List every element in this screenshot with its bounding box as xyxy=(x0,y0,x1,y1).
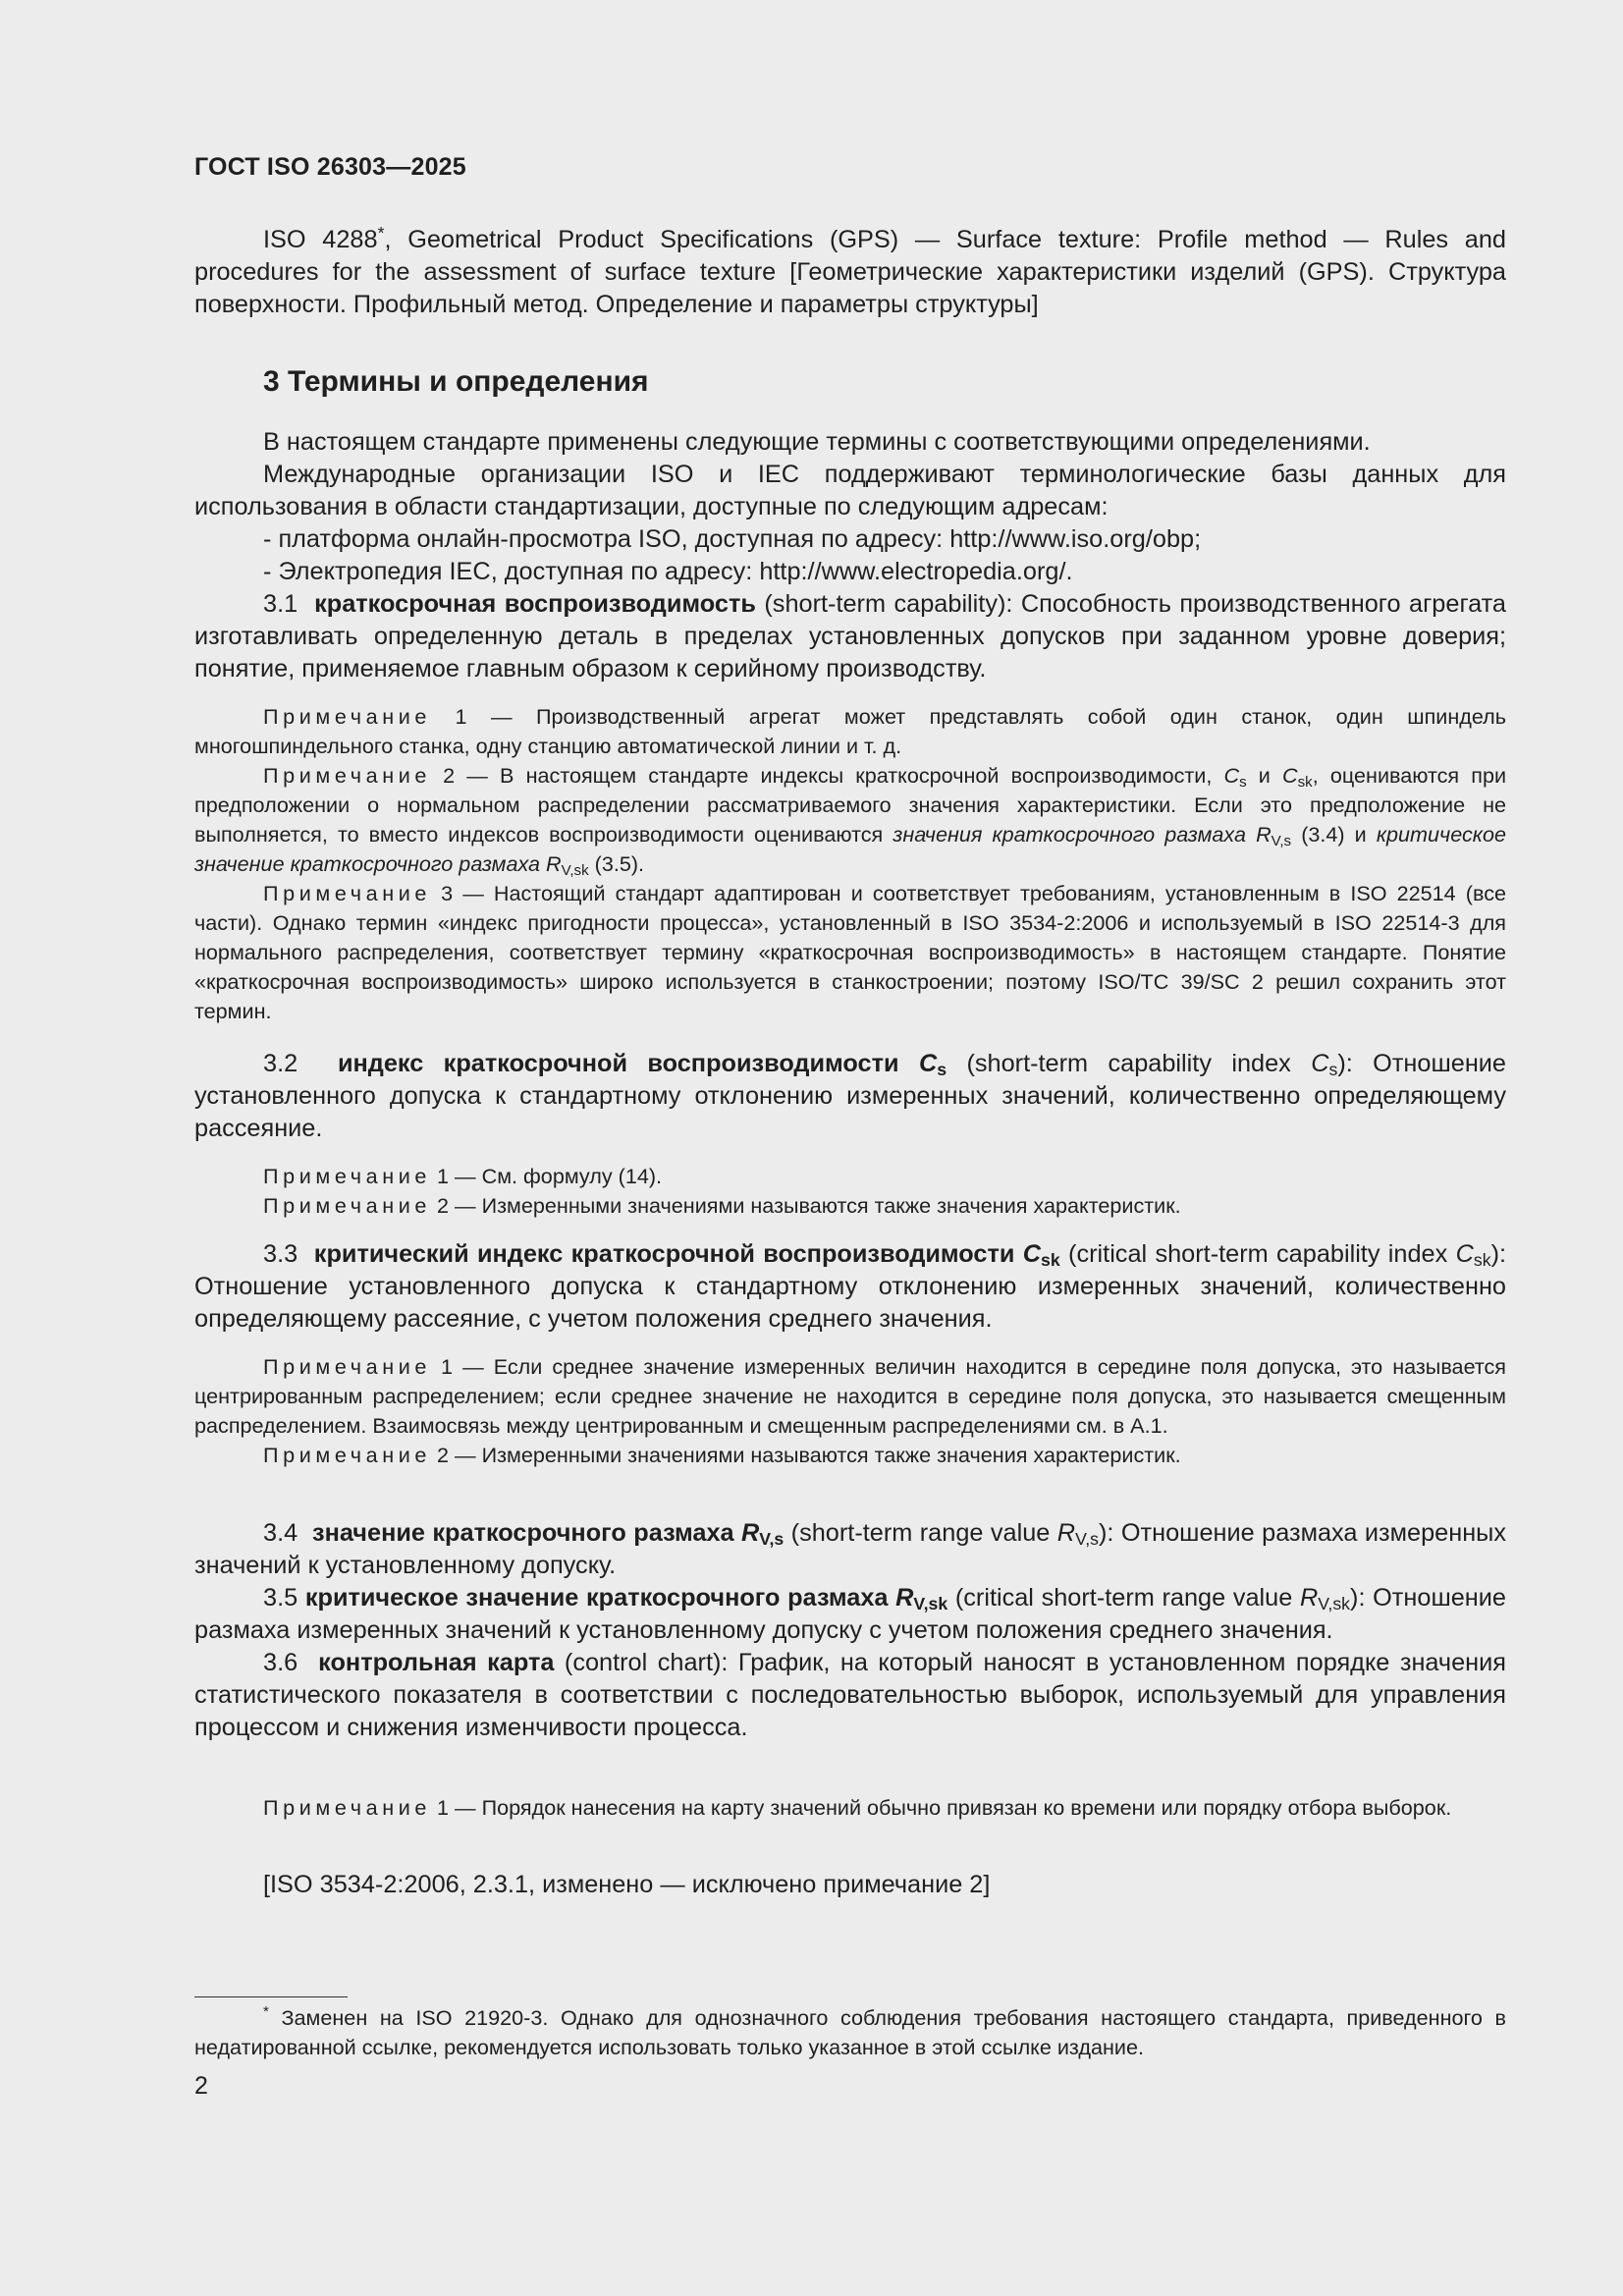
symbol: C xyxy=(1282,763,1298,788)
symbol-subscript: V,s xyxy=(759,1529,784,1549)
term-english: (critical short-term capability index xyxy=(1059,1240,1456,1268)
note-text: 1 — Если среднее значение измеренных величин находится в середине поля допуска, это называется центрированным распределением; если среднее значение не находится в середине поля допуска, это называется смещенным распределением. Взаимосвязь между центрированным и смещенным распределениями см. в А.1. xyxy=(194,1354,1506,1438)
term-definition: ): Отношение размаха измеренных значений к установленному допуску. xyxy=(194,1519,1506,1579)
note-text: 1 — Порядок нанесения на карту значений обычно привязан ко времени или порядку отбора выборок. xyxy=(437,1795,1452,1820)
note-text: 1 — См. формулу (14). xyxy=(437,1164,663,1188)
source-reference: [ISO 3534-2:2006, 2.3.1, изменено — исключено примечание 2] xyxy=(263,1871,991,1898)
term-name: критическое значение краткосрочного размаха xyxy=(304,1584,896,1612)
symbol-subscript: sk xyxy=(1297,774,1313,791)
intro-paragraph: Международные организации ISO и IEC поддерживают терминологические базы данных для использования в области стандартизации, доступные по следующим адресам: xyxy=(194,461,1506,520)
term-3-1 xyxy=(194,588,1506,685)
note-text: 2 — В настоящем стандарте индексы краткосрочной воспроизводимости, xyxy=(443,763,1224,788)
term-3-6 xyxy=(194,1647,1506,1744)
note-label: Примечание xyxy=(263,1443,431,1467)
conjunction: и xyxy=(1246,763,1283,788)
symbol: R xyxy=(1056,1519,1076,1547)
term-name: значение краткосрочного размаха xyxy=(312,1519,742,1547)
term-name: контрольная карта xyxy=(318,1649,555,1676)
symbol: R xyxy=(895,1584,914,1612)
footnote-divider xyxy=(194,1996,348,1997)
note-label: Примечание xyxy=(263,881,431,905)
footnote-mark: * xyxy=(377,223,385,243)
symbol-subscript: V,sk xyxy=(913,1594,948,1613)
note-text: 3 — Настоящий стандарт адаптирован и соответствует требованиям, установленным в ISO 22514 (все части). Однако термин «индекс пригодности процесса», установленный в ISO 3534-2:2006 и используемый в ISO 22514-3 для нормального распределения, соответствует термину «краткосрочная воспроизводимость» в настоящем стандарте. Понятие «краткосрочная воспроизводимость» широко используется в станкостроении; поэтому ISO/TC 39/SC 2 решил сохранить этот термин. xyxy=(194,881,1507,1023)
note-italic: критическое значение краткосрочного размаха xyxy=(194,822,1506,876)
symbol: C xyxy=(1455,1240,1474,1268)
footnote-mark: * xyxy=(263,2003,269,2020)
note-label: Примечание xyxy=(263,1354,431,1379)
term-name: критический индекс краткосрочной воспроизводимости xyxy=(313,1240,1023,1268)
reference-code: ISO 4288 xyxy=(263,226,378,253)
note-label: Примечание xyxy=(263,1795,431,1820)
term-definition: ): Отношение установленного допуска к стандартному отклонению измеренных значений, количественно определяющему рассеяние, с учетом положения среднего значения. xyxy=(194,1240,1507,1333)
term-number: 3.6 xyxy=(263,1649,298,1676)
term-3-4 xyxy=(194,1517,1506,1582)
symbol: R xyxy=(1299,1584,1319,1612)
intro-paragraph: В настоящем стандарте применены следующие термины с соответствующими определениями. xyxy=(263,428,1371,456)
symbol: C xyxy=(1022,1240,1042,1268)
term-english: (short-term capability): xyxy=(755,590,1013,618)
symbol: C xyxy=(918,1050,938,1077)
term-definition: Способность производственного агрегата изготавливать определенную деталь в пределах установленных допусков при заданном уровне доверия; понятие, применяемое главным образом к серийному производству. xyxy=(194,590,1506,683)
term-english: (control chart): xyxy=(554,1649,729,1676)
symbol-subscript: s xyxy=(1239,774,1247,791)
note-text: , оцениваются при предположении о нормальном распределении рассматриваемого значения характеристики. Если это предположение не выполняется, то вместо индексов воспроизводимости оцениваются xyxy=(194,763,1507,847)
term-name: индекс краткосрочной воспроизводимости xyxy=(337,1050,919,1077)
note xyxy=(194,1352,1506,1441)
terms-3-4-to-3-6 xyxy=(194,1517,1506,1744)
symbol: R xyxy=(741,1519,760,1547)
term-definition: ): Отношение установленного допуска к стандартному отклонению измеренных значений, количественно определяющему рассеяние. xyxy=(194,1050,1506,1142)
symbol-subscript: V,s xyxy=(1271,833,1292,849)
normative-reference-iso4288 xyxy=(194,224,1506,321)
note-label: Примечание xyxy=(263,1164,431,1188)
term-english: (short-term capability index xyxy=(947,1050,1312,1077)
symbol-subscript: V,sk xyxy=(1318,1594,1351,1613)
term-number: 3.3 xyxy=(263,1240,298,1268)
term-english: (short-term range value xyxy=(784,1519,1057,1547)
symbol-subscript: V,s xyxy=(1075,1529,1099,1549)
note xyxy=(194,1441,1506,1470)
term-3-3 xyxy=(194,1238,1506,1336)
symbol-subscript: V,sk xyxy=(561,862,589,879)
note-label: Примечание xyxy=(263,763,431,788)
reference-text: , Geometrical Product Specifications (GPS) — Surface texture: Profile method — Rules and procedures for the assessment of surface texture [Геометрические характеристики изделий (GPS). Структура поверхности. Профильный метод. Определение и параметры структуры] xyxy=(194,226,1506,318)
term-number: 3.1 xyxy=(263,590,298,618)
list-item: - Электропедия IEC, доступная по адресу: http://www.electropedia.org/. xyxy=(263,558,1073,585)
term-definition: ): Отношение размаха измеренных значений к установленному допуску с учетом положения среднего значения. xyxy=(194,1584,1506,1644)
symbol: C xyxy=(1311,1050,1329,1077)
symbol-subscript: sk xyxy=(1473,1250,1491,1270)
note xyxy=(194,702,1506,761)
section-intro xyxy=(194,426,1506,685)
term-number: 3.4 xyxy=(263,1519,298,1547)
term-3-1-notes xyxy=(194,702,1506,1026)
symbol-subscript: s xyxy=(937,1060,947,1079)
note xyxy=(194,1793,1506,1823)
symbol-subscript: sk xyxy=(1041,1250,1060,1270)
note-text: 1 — Производственный агрегат может представлять собой один станок, один шпиндель многошпиндельного станка, одну станцию автоматической линии и т. д. xyxy=(194,704,1507,758)
term-3-6-notes xyxy=(194,1793,1506,1823)
symbol-subscript: s xyxy=(1328,1060,1338,1079)
footnote-text: Заменен на ISO 21920-3. Однако для однозначного соблюдения требования настоящего стандарта, приведенного в недатированной ссылке, рекомендуется использовать только указанное в этой ссылке издание. xyxy=(194,2005,1506,2059)
term-number: 3.5 xyxy=(263,1584,298,1612)
note-label: Примечание xyxy=(263,704,431,729)
symbol: R xyxy=(546,851,562,876)
term-3-5 xyxy=(194,1582,1506,1647)
note-text: 2 — Измеренными значениями называются также значения характеристик. xyxy=(437,1193,1181,1218)
list-item: - платформа онлайн-просмотра ISO, доступная по адресу: http://www.iso.org/obp; xyxy=(263,525,1202,553)
note xyxy=(194,1191,1506,1221)
symbol: R xyxy=(1256,822,1271,847)
footnote xyxy=(194,2003,1506,2062)
note-label: Примечание xyxy=(263,1193,431,1218)
term-3-2-notes xyxy=(194,1162,1506,1221)
term-3-2 xyxy=(194,1048,1506,1145)
term-source xyxy=(194,1869,1506,1901)
note-text: (3.4) и xyxy=(1291,822,1377,847)
term-name: краткосрочная воспроизводимость xyxy=(314,590,756,618)
note xyxy=(194,879,1506,1026)
note-italic: значения краткосрочного размаха xyxy=(893,822,1257,847)
note-text: (3.5). xyxy=(588,851,645,876)
symbol: C xyxy=(1223,763,1240,788)
page-number: 2 xyxy=(194,2072,208,2100)
term-definition: График, на который наносят в установленном порядке значения статистического показателя в соответствии с последовательностью выборок, используемый для управления процессом и снижения изменчивости процесса. xyxy=(194,1649,1506,1741)
document-header: ГОСТ ISO 26303—2025 xyxy=(194,153,466,181)
term-english: (critical short-term range value xyxy=(947,1584,1300,1612)
note xyxy=(194,1162,1506,1191)
note xyxy=(194,761,1506,879)
section-title: 3 Термины и определения xyxy=(263,365,649,398)
term-3-3-notes xyxy=(194,1352,1506,1470)
note-text: 2 — Измеренными значениями называются также значения характеристик. xyxy=(437,1443,1181,1467)
term-number: 3.2 xyxy=(263,1050,298,1077)
